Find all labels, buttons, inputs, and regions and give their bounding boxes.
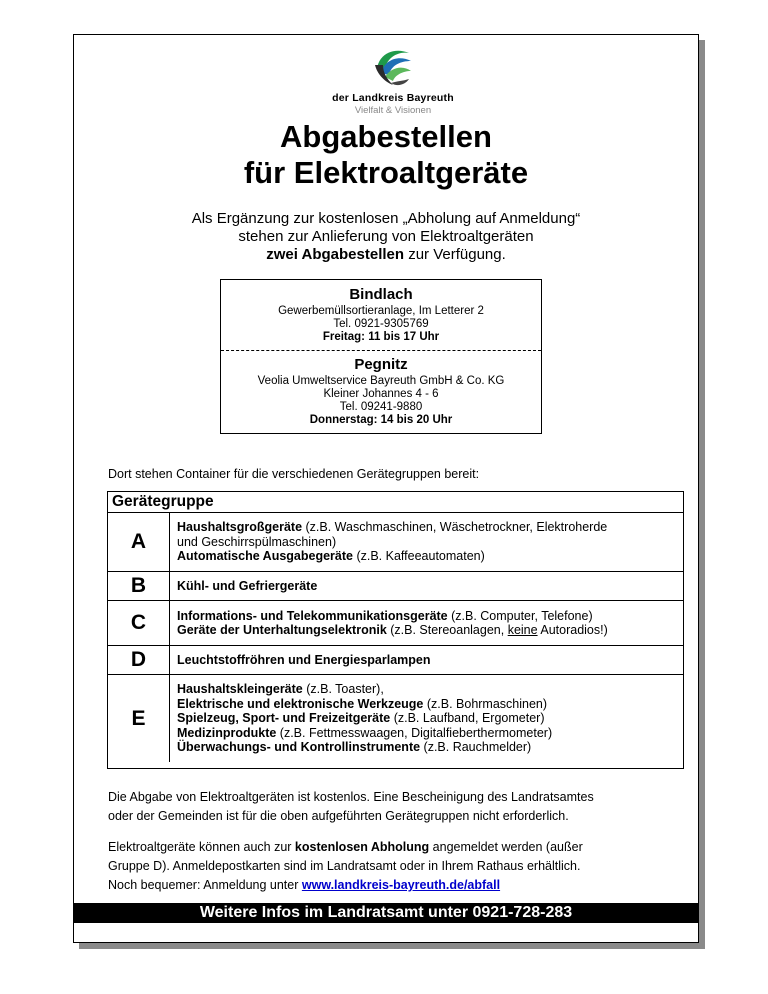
group-e-title-4: Medizinprodukte — [177, 725, 277, 740]
table-row-d — [108, 646, 683, 675]
group-c-examples-2: (z.B. Stereoanlagen, — [386, 623, 508, 637]
group-letter: D — [108, 646, 170, 674]
landkreis-logo — [318, 43, 468, 116]
group-e-examples-5: (z.B. Rauchmelder) — [420, 740, 532, 755]
free-disposal-paragraph — [108, 788, 688, 826]
group-e-title-2: Elektrische und elektronische Werkzeuge — [177, 696, 424, 711]
group-e-examples-1: (z.B. Toaster), — [302, 682, 384, 697]
site-company: Veolia Umweltservice Bayreuth GmbH & Co. KG — [257, 375, 505, 387]
group-description — [170, 513, 683, 571]
intro-line-1: Als Ergänzung zur kostenlosen „Abholung auf Anmeldung“ — [191, 210, 581, 227]
intro-line-3-rest: zur Verfügung. — [404, 246, 506, 263]
logo-name: der Landkreis Bayreuth — [332, 92, 454, 104]
group-description — [170, 646, 683, 674]
footer-banner: Weitere Infos im Landratsamt unter 0921-728-283 — [74, 903, 698, 923]
para2-text-2: angemeldet werden (außer — [429, 840, 583, 854]
table-row-b — [108, 572, 683, 601]
group-c-examples-end: Autoradios!) — [537, 623, 608, 637]
containers-intro: Dort stehen Container für die verschiedenen Gerätegruppen bereit: — [108, 467, 480, 481]
title-line-1: Abgabestellen — [280, 119, 492, 154]
group-c-title: Informations- und Telekommunikationsgeräte — [177, 608, 448, 623]
group-c-title-2: Geräte der Unterhaltungselektronik — [177, 623, 387, 637]
table-row-c — [108, 601, 683, 646]
landkreis-emblem-icon — [371, 43, 415, 89]
group-c-examples: (z.B. Computer, Telefone) — [447, 608, 593, 623]
group-letter: B — [108, 572, 170, 600]
group-e-examples-2: (z.B. Bohrmaschinen) — [423, 696, 548, 711]
group-description — [170, 601, 683, 645]
logo-tagline: Vielfalt & Visionen — [354, 105, 432, 116]
site-phone: Tel. 0921-9305769 — [333, 318, 429, 330]
group-b-title: Kühl- und Gefriergeräte — [177, 578, 318, 593]
pickup-paragraph — [108, 838, 688, 895]
site-address: Kleiner Johannes 4 - 6 — [323, 388, 439, 400]
group-description — [170, 572, 683, 600]
groups-header: Gerätegruppe — [108, 492, 683, 513]
group-letter: C — [108, 601, 170, 645]
title-line-2: für Elektroaltgeräte — [243, 155, 529, 190]
site-hours: Donnerstag: 14 bis 20 Uhr — [309, 414, 453, 426]
table-row-e — [108, 675, 683, 762]
device-groups-table — [107, 491, 684, 769]
group-a-examples-cont: und Geschirrspülmaschinen) — [177, 534, 337, 549]
site-hours: Freitag: 11 bis 17 Uhr — [322, 331, 440, 343]
para2-bold: kostenlosen Abholung — [294, 840, 430, 854]
site-divider — [221, 350, 541, 351]
site-phone: Tel. 09241-9880 — [339, 401, 423, 413]
group-letter: E — [108, 675, 170, 762]
flyer-page — [73, 34, 699, 943]
site-bindlach — [221, 286, 541, 344]
group-description — [170, 675, 683, 762]
group-e-title-1: Haushaltskleingeräte — [177, 682, 303, 697]
para1-line-1: Die Abgabe von Elektroaltgeräten ist kostenlos. Eine Bescheinigung des Landratsamtes — [108, 790, 594, 804]
group-e-title-5: Überwachungs- und Kontrollinstrumente — [177, 740, 421, 755]
site-address: Gewerbemüllsortieranlage, Im Letterer 2 — [278, 305, 484, 317]
intro-line-2: stehen zur Anlieferung von Elektroaltgeräten — [238, 228, 534, 245]
group-a-examples-2: (z.B. Kaffeeautomaten) — [352, 549, 485, 564]
site-name: Pegnitz — [354, 356, 408, 373]
group-c-emphasis: keine — [507, 623, 538, 637]
intro-text — [74, 210, 698, 264]
para2-line-3: Noch bequemer: Anmeldung unter — [108, 878, 302, 892]
abfall-website-link[interactable]: www.landkreis-bayreuth.de/abfall — [301, 878, 501, 892]
site-pegnitz — [221, 356, 541, 427]
intro-line-3-bold: zwei Abgabestellen — [266, 246, 405, 263]
para1-line-2: oder der Gemeinden ist für die oben aufgeführten Gerätegruppen nicht erforderlich. — [108, 809, 569, 823]
para2-line-2: Gruppe D). Anmeldepostkarten sind im Landratsamt oder in Ihrem Rathaus erhältlich. — [108, 859, 581, 873]
group-e-examples-4: (z.B. Fettmesswaagen, Digitalfieberthermometer) — [276, 725, 553, 740]
group-a-title-2: Automatische Ausgabegeräte — [177, 549, 353, 564]
intro-line-3 — [74, 246, 698, 264]
group-letter: A — [108, 513, 170, 571]
site-name: Bindlach — [349, 286, 413, 303]
page-title — [74, 119, 698, 191]
group-a-title: Haushaltsgroßgeräte — [177, 520, 303, 535]
table-row-a — [108, 513, 683, 572]
group-e-title-3: Spielzeug, Sport- und Freizeitgeräte — [177, 711, 391, 726]
group-d-title: Leuchtstoffröhren und Energiesparlampen — [177, 652, 431, 667]
para2-text: Elektroaltgeräte können auch zur — [108, 840, 295, 854]
group-a-examples: (z.B. Waschmaschinen, Wäschetrockner, Elektroherde — [302, 520, 608, 535]
group-e-examples-3: (z.B. Laufband, Ergometer) — [390, 711, 545, 726]
drop-off-sites-box — [220, 279, 542, 434]
